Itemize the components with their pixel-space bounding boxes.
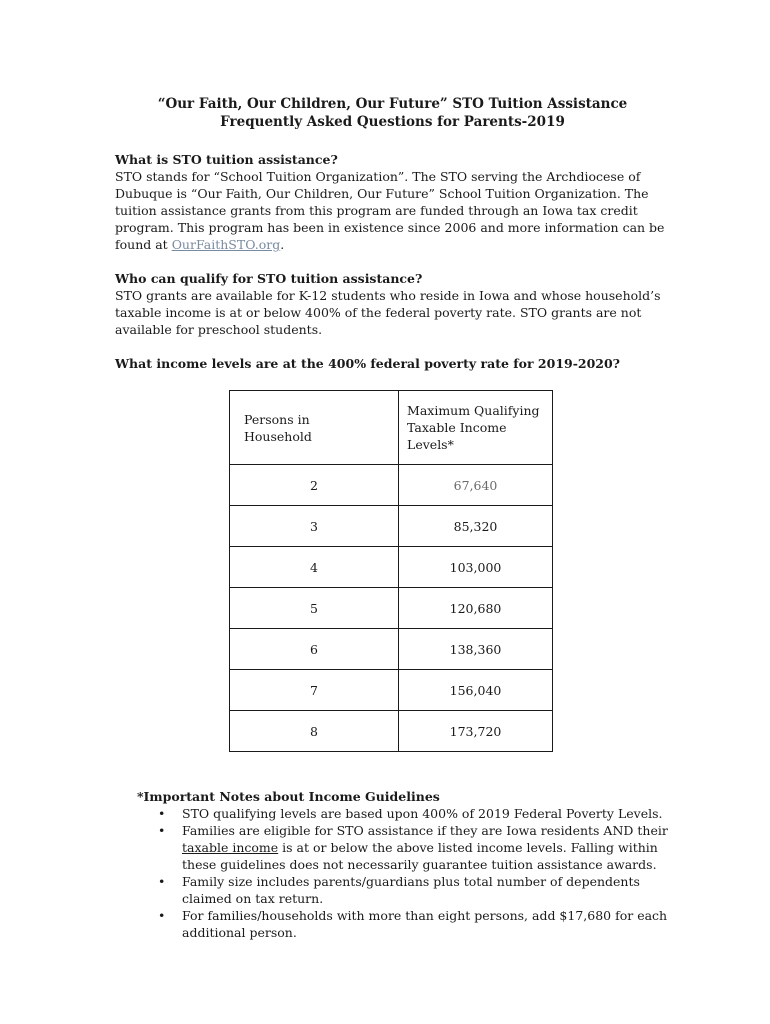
table-header-row (230, 391, 553, 465)
title-line-2: Frequently Asked Questions for Parents-2019 (220, 114, 565, 130)
faq-1-question: What is STO tuition assistance? (115, 152, 338, 167)
faq-2-answer: STO grants are available for K-12 students who reside in Iowa and whose household’s taxable income is at or below 400% of the federal poverty rate. STO grants are not available for preschool students. (115, 288, 661, 337)
income-cell: 173,720 (399, 711, 553, 752)
persons-cell: 8 (230, 711, 399, 752)
document-title (115, 95, 670, 131)
table-row (230, 711, 553, 752)
faq-2-question: Who can qualify for STO tuition assistance? (115, 271, 423, 286)
income-cell: 85,320 (399, 506, 553, 547)
note-2-start: Families are eligible for STO assistance if they are Iowa residents AND their (182, 823, 668, 838)
header-persons-line-1: Persons in (244, 411, 310, 427)
income-cell: 156,040 (399, 670, 553, 711)
document-page (115, 95, 670, 941)
persons-cell: 7 (230, 670, 399, 711)
header-persons-line-2: Household (244, 428, 312, 444)
list-item (182, 822, 670, 873)
faq-1-answer (115, 168, 670, 253)
header-income-line-3: Levels* (407, 437, 454, 452)
table-row (230, 588, 553, 629)
list-item: • For families/households with more than eight persons, add $17,680 for each additional person. (182, 907, 670, 941)
persons-cell: 5 (230, 588, 399, 629)
header-income-line-2: Taxable Income (407, 420, 507, 435)
header-persons-in-household (230, 391, 399, 465)
faq-3-question: What income levels are at the 400% federal poverty rate for 2019-2020? (115, 356, 621, 371)
notes-list (137, 805, 670, 941)
list-item: • Family size includes parents/guardians plus total number of dependents claimed on tax return. (182, 873, 670, 907)
table-row (230, 670, 553, 711)
persons-cell: 6 (230, 629, 399, 670)
list-item: • STO qualifying levels are based upon 400% of 2019 Federal Poverty Levels. (182, 805, 670, 822)
ourfaithsto-link[interactable]: OurFaithSTO.org (171, 237, 281, 252)
header-income-line-1: Maximum Qualifying (407, 403, 540, 418)
title-line-1: “Our Faith, Our Children, Our Future” STO Tuition Assistance (157, 96, 628, 112)
income-cell: 120,680 (399, 588, 553, 629)
faq-1-answer-end: . (280, 237, 285, 252)
income-cell: 67,640 (399, 465, 553, 506)
note-2-end: is at or below the above listed income levels. Falling within these guidelines does not necessarily guarantee tuition assistance awards. (182, 840, 658, 872)
table-row (230, 547, 553, 588)
header-max-income (399, 391, 553, 465)
persons-cell: 3 (230, 506, 399, 547)
income-cell: 103,000 (399, 547, 553, 588)
table-row (230, 506, 553, 547)
faq-1-answer-text: STO stands for “School Tuition Organization”. The STO serving the Archdiocese of Dubuque is “Our Faith, Our Children, Our Future” School Tuition Organization. The tuition assistance grants from this program are funded through an Iowa tax credit program. This program has been in existence since 2006 and more information can be found at (115, 169, 665, 252)
income-notes (137, 788, 670, 941)
taxable-income-underlined: taxable income (182, 840, 279, 855)
table-row (230, 465, 553, 506)
notes-title: *Important Notes about Income Guidelines (137, 789, 440, 804)
persons-cell: 4 (230, 547, 399, 588)
persons-cell: 2 (230, 465, 399, 506)
income-levels-table (229, 390, 553, 752)
table-row (230, 629, 553, 670)
income-cell: 138,360 (399, 629, 553, 670)
